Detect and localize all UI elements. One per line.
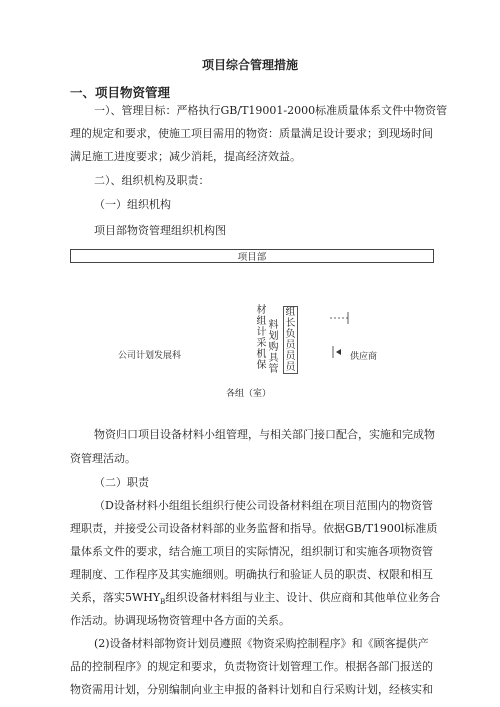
paragraph-line: 理职责，并接受公司设备材料部的业务监督和指导。依据GB/T1900l标准质	[70, 522, 438, 535]
paragraph-line: 一）、管理目标：严格执行GB/T19001-2000标准质量体系文件中物资管	[94, 104, 448, 117]
org-top-label: 项目部	[237, 252, 267, 263]
org-bottom-label: 各组（室）	[226, 389, 272, 399]
paragraph-line: 满足施工进度要求；减少消耗，提高经济效益。	[70, 150, 301, 163]
subscript: B	[160, 598, 166, 607]
chart-title: 项目部物资管理组织机构图	[94, 224, 226, 237]
paragraph-line: 作活动。协调现场物资管理中各方面的关系。	[70, 614, 290, 627]
paragraph-line: 理的规定和要求，使施工项目需用的物资：质量满足设计要求；到现场时间	[70, 127, 433, 140]
text-run: 关系，落实5WHY	[70, 591, 161, 604]
page-title: 项目综合管理措施	[201, 58, 298, 72]
arrow-icon	[336, 349, 341, 355]
paragraph-line: 量体系文件的要求，结合施工项目的实际情况，组织制订和实施各项物资管	[70, 545, 433, 558]
org-vertical-column: 组长负员员员	[283, 306, 298, 374]
paragraph-line: （D设备材料小组组长组织行使公司设备材料组在项目范围内的物资管	[94, 499, 433, 512]
text-run: 组织设备材料组与业主、设计、供应商和其他单位业务合	[165, 591, 441, 604]
paragraph-line: 二）、组织机构及职责：	[94, 174, 210, 187]
subheading: （二）职责	[94, 476, 149, 489]
org-vertical-column: 料划购具管	[268, 320, 279, 375]
paragraph-line: 资管理活动。	[70, 452, 136, 465]
subheading: （一）组织机构	[94, 198, 171, 211]
section-heading: 一、项目物资管理	[70, 85, 171, 100]
paragraph-line: 物资归口项目设备材料小组管理，与相关部门接口配合，实施和完成物	[94, 428, 435, 441]
paragraph-line: 物资需用计划，分别编制向业主申报的备料计划和自行采购计划，经核实和	[70, 683, 433, 696]
paragraph-line: 品的控制程序》的规定和要求，负责物资计划管理工作。根据各部门报送的	[70, 660, 433, 673]
org-right-label: 供应商	[350, 352, 378, 362]
org-left-label: 公司计划发展科	[118, 351, 182, 361]
paragraph-line: (2)设备材料部物资计划员遵照《物资采购控制程序》和《顾客提供产	[94, 637, 429, 650]
paragraph-line: 理制度、工作程序及其实施细则。明确执行和验证人员的职责、权限和相互	[70, 568, 433, 581]
paragraph-line	[70, 591, 440, 609]
org-vertical-column: 材组计采机保	[256, 305, 267, 371]
